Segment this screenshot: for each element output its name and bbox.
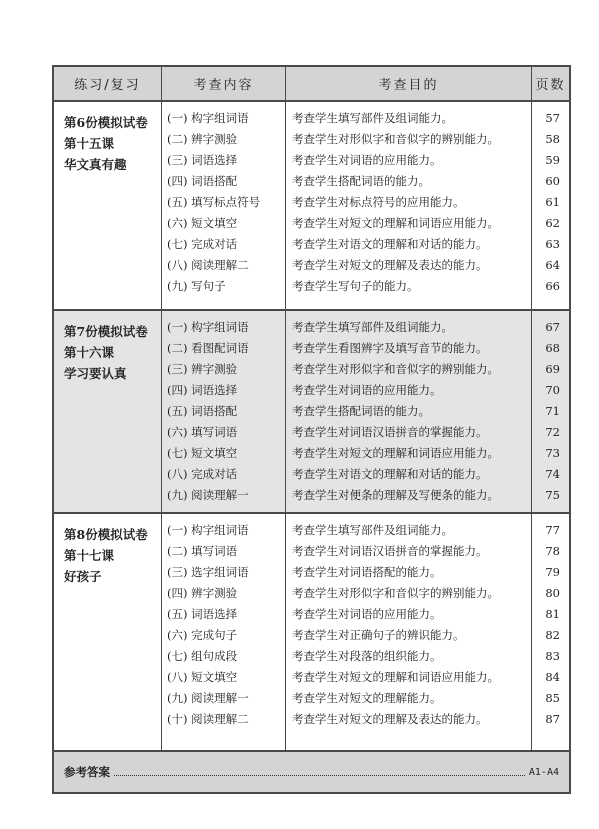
exam-section [54, 514, 569, 752]
content-item: (三) 词语选择 [167, 153, 238, 167]
page-cell [532, 514, 569, 750]
content-item: (八) 完成对话 [167, 467, 238, 481]
page-number[interactable]: 74 [545, 467, 560, 481]
content-item: (三) 选字组词语 [167, 565, 249, 579]
content-item: (九) 写句子 [167, 279, 226, 293]
page-number[interactable]: 62 [545, 216, 560, 230]
content-item: (三) 辨字测验 [167, 362, 238, 376]
header-page: 页数 [535, 78, 566, 93]
goal-text: 考查学生对短文的理解和词语应用能力。 [292, 670, 499, 684]
content-item: (五) 词语选择 [167, 607, 238, 621]
goal-text: 考查学生对语文的理解和对话的能力。 [292, 467, 488, 481]
goal-text: 考查学生对形似字和音似字的辨别能力。 [292, 586, 499, 600]
content-item: (五) 填写标点符号 [167, 195, 261, 209]
goal-text: 考查学生对便条的理解及写便条的能力。 [292, 488, 499, 502]
content-item: (六) 完成句子 [167, 628, 238, 642]
page-number[interactable]: 72 [545, 425, 560, 439]
content-item: (八) 短文填空 [167, 670, 238, 684]
content-item: (九) 阅读理解一 [167, 488, 249, 502]
lesson-title-line: 第7份模拟试卷 [64, 324, 148, 339]
page-number[interactable]: 78 [545, 544, 560, 558]
page-number[interactable]: 83 [545, 649, 560, 663]
page-number[interactable]: 80 [545, 586, 560, 600]
page-number[interactable]: 75 [545, 488, 560, 502]
goal-text: 考查学生对词语的应用能力。 [292, 383, 442, 397]
page-number[interactable]: 67 [545, 320, 560, 334]
content-item: (六) 填写词语 [167, 425, 238, 439]
content-item: (七) 完成对话 [167, 237, 238, 251]
goal-text: 考查学生对词语汉语拼音的掌握能力。 [292, 544, 488, 558]
lesson-title-cell [54, 311, 162, 512]
exam-section [54, 311, 569, 514]
page-number[interactable]: 66 [545, 279, 560, 293]
goal-text: 考查学生对词语汉语拼音的掌握能力。 [292, 425, 488, 439]
lesson-title-cell [54, 514, 162, 750]
goal-text: 考查学生搭配词语的能力。 [292, 404, 430, 418]
goal-cell [286, 514, 532, 750]
content-item: (一) 构字组词语 [167, 320, 249, 334]
lesson-title-line: 第8份模拟试卷 [64, 527, 148, 542]
page-number[interactable]: 70 [545, 383, 560, 397]
goal-text: 考查学生填写部件及组词能力。 [292, 111, 453, 125]
lesson-title-line: 学习要认真 [64, 366, 127, 381]
page-number[interactable]: 68 [545, 341, 560, 355]
lesson-title-cell [54, 102, 162, 309]
content-cell [162, 514, 286, 750]
page-number[interactable]: 64 [545, 258, 560, 272]
goal-text: 考查学生对段落的组织能力。 [292, 649, 442, 663]
content-cell [162, 311, 286, 512]
lesson-title-line: 第十六课 [64, 345, 115, 360]
content-item: (九) 阅读理解一 [167, 691, 249, 705]
page-number[interactable]: 58 [545, 132, 560, 146]
goal-text: 考查学生对语文的理解和对话的能力。 [292, 237, 488, 251]
goal-text: 考查学生对短文的理解和词语应用能力。 [292, 446, 499, 460]
table-header-row [54, 67, 569, 102]
page-number[interactable]: 73 [545, 446, 560, 460]
lesson-title-line: 好孩子 [64, 569, 102, 584]
answer-key-pages: A1-A4 [528, 766, 559, 778]
content-item: (一) 构字组词语 [167, 111, 249, 125]
goal-text: 考查学生对形似字和音似字的辨别能力。 [292, 362, 499, 376]
page-number[interactable]: 60 [545, 174, 560, 188]
content-item: (五) 词语搭配 [167, 404, 238, 418]
goal-text: 考查学生对短文的理解和词语应用能力。 [292, 216, 499, 230]
goal-text: 考查学生对词语的应用能力。 [292, 153, 442, 167]
goal-text: 考查学生填写部件及组词能力。 [292, 320, 453, 334]
content-cell [162, 102, 286, 309]
goal-text: 考查学生看图辨字及填写音节的能力。 [292, 341, 488, 355]
page-number[interactable]: 71 [545, 404, 560, 418]
content-item: (四) 辨字测验 [167, 586, 238, 600]
page-number[interactable]: 81 [545, 607, 560, 621]
content-item: (十) 阅读理解二 [167, 712, 249, 726]
content-item: (四) 词语搭配 [167, 174, 238, 188]
content-item: (七) 组句成段 [167, 649, 238, 663]
goal-text: 考查学生对标点符号的应用能力。 [292, 195, 465, 209]
page-number[interactable]: 77 [545, 523, 560, 537]
goal-cell [286, 311, 532, 512]
page-number[interactable]: 69 [545, 362, 560, 376]
lesson-title-line: 第6份模拟试卷 [64, 115, 148, 130]
answer-key-label: 参考答案 [64, 765, 110, 779]
page-number[interactable]: 79 [545, 565, 560, 579]
leader-dots [114, 775, 525, 776]
content-item: (二) 看图配词语 [167, 341, 249, 355]
page-cell [532, 311, 569, 512]
content-item: (一) 构字组词语 [167, 523, 249, 537]
content-item: (七) 短文填空 [167, 446, 238, 460]
goal-text: 考查学生填写部件及组词能力。 [292, 523, 453, 537]
page-number[interactable]: 87 [545, 712, 560, 726]
page-number[interactable]: 59 [545, 153, 560, 167]
content-item: (四) 词语选择 [167, 383, 238, 397]
goal-text: 考查学生对正确句子的辨识能力。 [292, 628, 465, 642]
lesson-title-line: 第十五课 [64, 136, 115, 151]
answer-key-row[interactable] [54, 752, 569, 792]
exam-section [54, 102, 569, 311]
goal-text: 考查学生对短文的理解能力。 [292, 691, 442, 705]
lesson-title-line: 华文真有趣 [64, 157, 127, 172]
table-of-contents [52, 65, 571, 794]
content-item: (二) 填写词语 [167, 544, 238, 558]
page-cell [532, 102, 569, 309]
page-number[interactable]: 57 [545, 111, 560, 125]
goal-text: 考查学生对形似字和音似字的辨别能力。 [292, 132, 499, 146]
goal-text: 考查学生对词语搭配的能力。 [292, 565, 442, 579]
page-number[interactable]: 82 [545, 628, 560, 642]
header-content: 考查内容 [162, 67, 286, 100]
page-number[interactable]: 84 [545, 670, 560, 684]
goal-text: 考查学生对短文的理解及表达的能力。 [292, 258, 488, 272]
goal-text: 考查学生写句子的能力。 [292, 279, 419, 293]
goal-text: 考查学生对词语的应用能力。 [292, 607, 442, 621]
page-number[interactable]: 61 [545, 195, 560, 209]
goal-text: 考查学生搭配词语的能力。 [292, 174, 430, 188]
content-item: (六) 短文填空 [167, 216, 238, 230]
goal-cell [286, 102, 532, 309]
header-practice: 练习/复习 [54, 67, 162, 100]
header-goal: 考查目的 [286, 67, 532, 100]
page-number[interactable]: 85 [545, 691, 560, 705]
goal-text: 考查学生对短文的理解及表达的能力。 [292, 712, 488, 726]
content-item: (二) 辨字测验 [167, 132, 238, 146]
lesson-title-line: 第十七课 [64, 548, 115, 563]
content-item: (八) 阅读理解二 [167, 258, 249, 272]
page-number[interactable]: 63 [545, 237, 560, 251]
